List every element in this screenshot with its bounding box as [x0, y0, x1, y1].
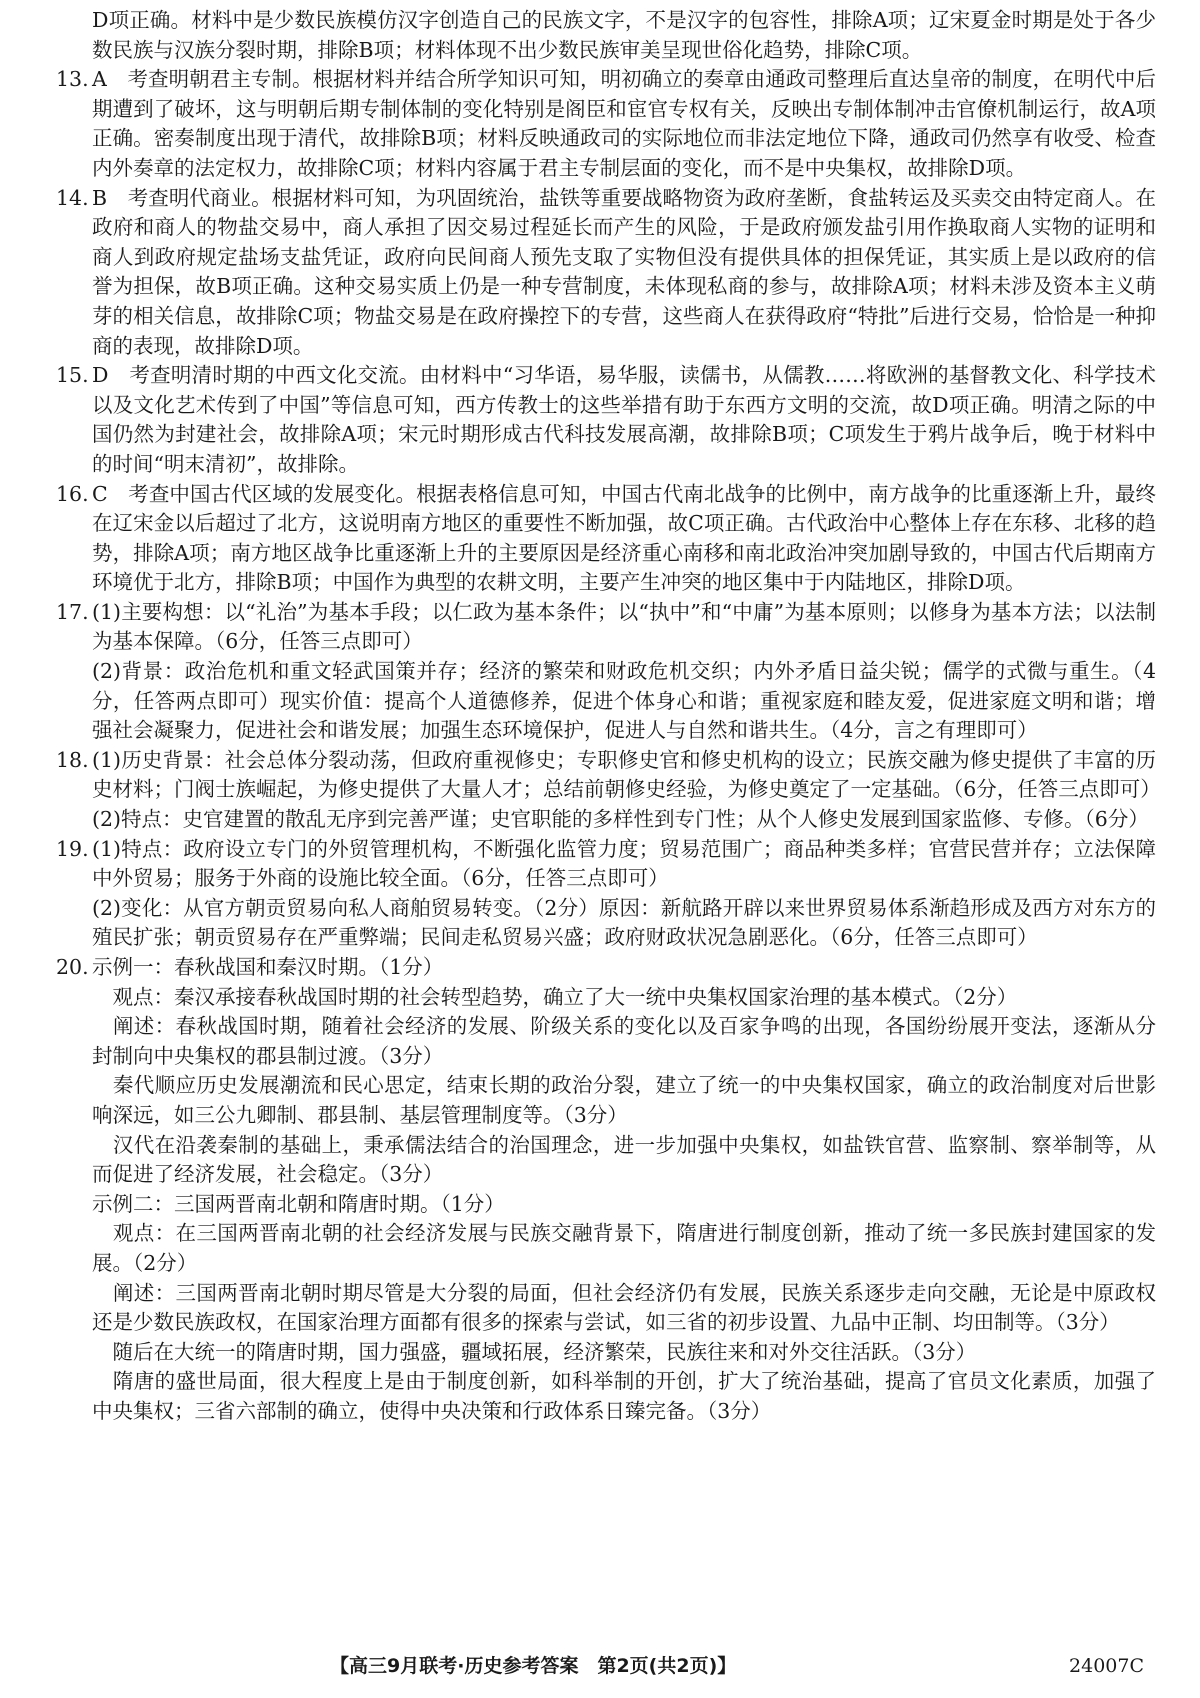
- answer-item: [56, 953, 1156, 1427]
- answer-paragraph: 阐述：春秋战国时期，随着社会经济的发展、阶级关系的变化以及百家争鸣的出现，各国纷纷展开变法，逐渐从分封制向中央集权的郡县制过渡。（3分）: [92, 1014, 1156, 1068]
- answer-number: 16.: [56, 481, 89, 506]
- intro-paragraph: D项正确。材料中是少数民族模仿汉字创造自己的民族文字，不是汉字的包容性，排除A项；辽宋夏金时期是处于各少数民族与汉族分裂时期，排除B项；材料体现不出少数民族审美呈现世俗化趋势，排除C项。: [92, 8, 1156, 62]
- answer-paragraph: 阐述：三国两晋南北朝时期尽管是大分裂的局面，但社会经济仍有发展，民族关系逐步走向交融，无论是中原政权还是少数民族政权，在国家治理方面都有很多的探索与尝试，如三省的初步设置、九品中正制、均田制等。（3分）: [92, 1280, 1156, 1335]
- answer-number: 14.: [56, 185, 89, 210]
- answer-number: 15.: [56, 363, 89, 388]
- answer-paragraph: 示例二：三国两晋南北朝和隋唐时期。（1分）: [92, 1191, 505, 1216]
- answer-content: [56, 6, 1161, 1427]
- answer-paragraph: (1)特点：政府设立专门的外贸管理机构，不断强化监管力度；贸易范围广；商品种类多样；官营民营并存；立法保障中外贸易；服务于外商的设施比较全面。（6分，任答三点即可）: [92, 836, 1156, 891]
- answer-paragraph: 观点：在三国两晋南北朝的社会经济发展与民族交融背景下，隋唐进行制度创新，推动了统一多民族封建国家的发展。（2分）: [92, 1221, 1156, 1275]
- answer-paragraph: (1)主要构想：以“礼治”为基本手段；以仁政为基本条件；以“执中”和“中庸”为基本原则；以修身为基本方法；以法制为基本保障。（6分，任答三点即可）: [92, 599, 1156, 654]
- answer-item: [56, 746, 1161, 835]
- answer-number: 19.: [56, 836, 89, 861]
- answer-paragraph: (1)历史背景：社会总体分裂动荡，但政府重视修史；专职修史官和修史机构的设立；民族交融为修史提供了丰富的历史材料；门阀士族崛起，为修史提供了大量人才；总结前朝修史经验，为修史奠定了一定基础。（6分，任答三点即可）: [92, 747, 1161, 802]
- answer-number: 20.: [56, 955, 89, 979]
- answer-paragraph: (2)背景：政治危机和重文轻武国策并存；经济的繁荣和财政危机交织；内外矛盾日益尖锐；儒学的式微与重生。（4分，任答两点即可）现实价值：提高个人道德修养，促进个体身心和谐；重视家庭和睦友爱，促进家庭文明和谐；增强社会凝聚力，促进社会和谐发展；加强生态环境保护，促进人与自然和谐共生。（4分，言之有理即可）: [92, 659, 1156, 743]
- answer-paragraph: (2)特点：史官建置的散乱无序到完善严谨；史官职能的多样性到专门性；从个人修史发展到国家监修、专修。（6分）: [92, 807, 1149, 832]
- answer-paragraph: D 考查明清时期的中西文化交流。由材料中“习华语，易华服，读儒书，从儒教……将欧洲的基督教文化、科学技术以及文化艺术传到了中国”等信息可知，西方传教士的这些举措有助于东西方文明的交流，故D项正确。明清之际的中国仍然为封建社会，故排除A项；宋元时期形成古代科技发展高潮，故排除B项；C项发生于鸦片战争后，晚于材料中的时间“明末清初”，故排除。: [92, 363, 1156, 476]
- answer-paragraph: 示例一：春秋战国和秦汉时期。（1分）: [92, 955, 444, 979]
- page-footer: [0, 1652, 1200, 1682]
- answer-paragraph: C 考查中国古代区域的发展变化。根据表格信息可知，中国古代南北战争的比例中，南方战争的比重逐渐上升，最终在辽宋金以后超过了北方，这说明南方地区的重要性不断加强，故C项正确。古代政治中心整体上存在东移、北移的趋势，排除A项；南方地区战争比重逐渐上升的主要原因是经济重心南移和南北政治冲突加剧导致的，中国古代后期南方环境优于北方，排除B项；中国作为典型的农耕文明，主要产生冲突的地区集中于内陆地区，排除D项。: [92, 481, 1156, 595]
- answer-item: [56, 65, 1156, 183]
- footer-title: 【高三9月联考·历史参考答案 第2页(共2页)】: [330, 1655, 737, 1677]
- answer-paragraph: 随后在大统一的隋唐时期，国力强盛，疆域拓展，经济繁荣，民族往来和对外交往活跃。（3分）: [92, 1339, 977, 1364]
- answer-items: [56, 65, 1161, 1426]
- answer-paragraph: 隋唐的盛世局面，很大程度上是由于制度创新，如科举制的开创，扩大了统治基础，提高了官员文化素质，加强了中央集权；三省六部制的确立，使得中央决策和行政体系日臻完备。（3分）: [92, 1369, 1156, 1423]
- answer-paragraph: (2)变化：从官方朝贡贸易向私人商舶贸易转变。（2分）原因：新航路开辟以来世界贸易体系渐趋形成及西方对东方的殖民扩张；朝贡贸易存在严重弊端；民间走私贸易兴盛；政府财政状况急剧恶化。（6分，任答三点即可）: [92, 895, 1156, 950]
- answer-number: 17.: [56, 599, 89, 624]
- answer-number: 18.: [56, 747, 89, 772]
- answer-paragraph: 观点：秦汉承接春秋战国时期的社会转型趋势，确立了大一统中央集权国家治理的基本模式。（2分）: [92, 984, 1018, 1009]
- answer-paragraph: 秦代顺应历史发展潮流和民心思定，结束长期的政治分裂，建立了统一的中央集权国家，确立的政治制度对后世影响深远，如三公九卿制、郡县制、基层管理制度等。（3分）: [92, 1073, 1156, 1127]
- answer-item: [56, 480, 1156, 598]
- answer-item: [56, 835, 1156, 953]
- answer-item: [56, 184, 1156, 362]
- answer-item: [56, 598, 1156, 746]
- footer-code: 24007C: [1069, 1655, 1144, 1677]
- answer-paragraph: 汉代在沿袭秦制的基础上，秉承儒法结合的治国理念，进一步加强中央集权，如盐铁官营、监察制、察举制等，从而促进了经济发展，社会稳定。（3分）: [92, 1132, 1156, 1187]
- answer-paragraph: A 考查明朝君主专制。根据材料并结合所学知识可知，明初确立的奏章由通政司整理后直达皇帝的制度，在明代中后期遭到了破坏，这与明朝后期专制体制的变化特别是阁臣和宦官专权有关，反映出专制体制冲击官僚机制运行，故A项正确。密奏制度出现于清代，故排除B项；材料反映通政司的实际地位而非法定地位下降，通政司仍然享有收受、检查内外奏章的法定权力，故排除C项；材料内容属于君主专制层面的变化，而不是中央集权，故排除D项。: [92, 67, 1156, 180]
- answer-item: [56, 361, 1156, 479]
- answer-paragraph: B 考查明代商业。根据材料可知，为巩固统治，盐铁等重要战略物资为政府垄断，食盐转运及买卖交由特定商人。在政府和商人的物盐交易中，商人承担了因交易过程延长而产生的风险，于是政府颁发盐引用作换取商人实物的证明和商人到政府规定盐场支盐凭证，政府向民间商人预先支取了实物但没有提供具体的担保凭证，其实质上是以政府的信誉为担保，故B项正确。这种交易实质上仍是一种专营制度，未体现私商的参与，故排除A项；材料未涉及资本主义萌芽的相关信息，故排除C项；物盐交易是在政府操控下的专营，这些商人在获得政府“特批”后进行交易，恰恰是一种抑商的表现，故排除D项。: [92, 185, 1156, 358]
- answer-number: 13.: [56, 67, 89, 92]
